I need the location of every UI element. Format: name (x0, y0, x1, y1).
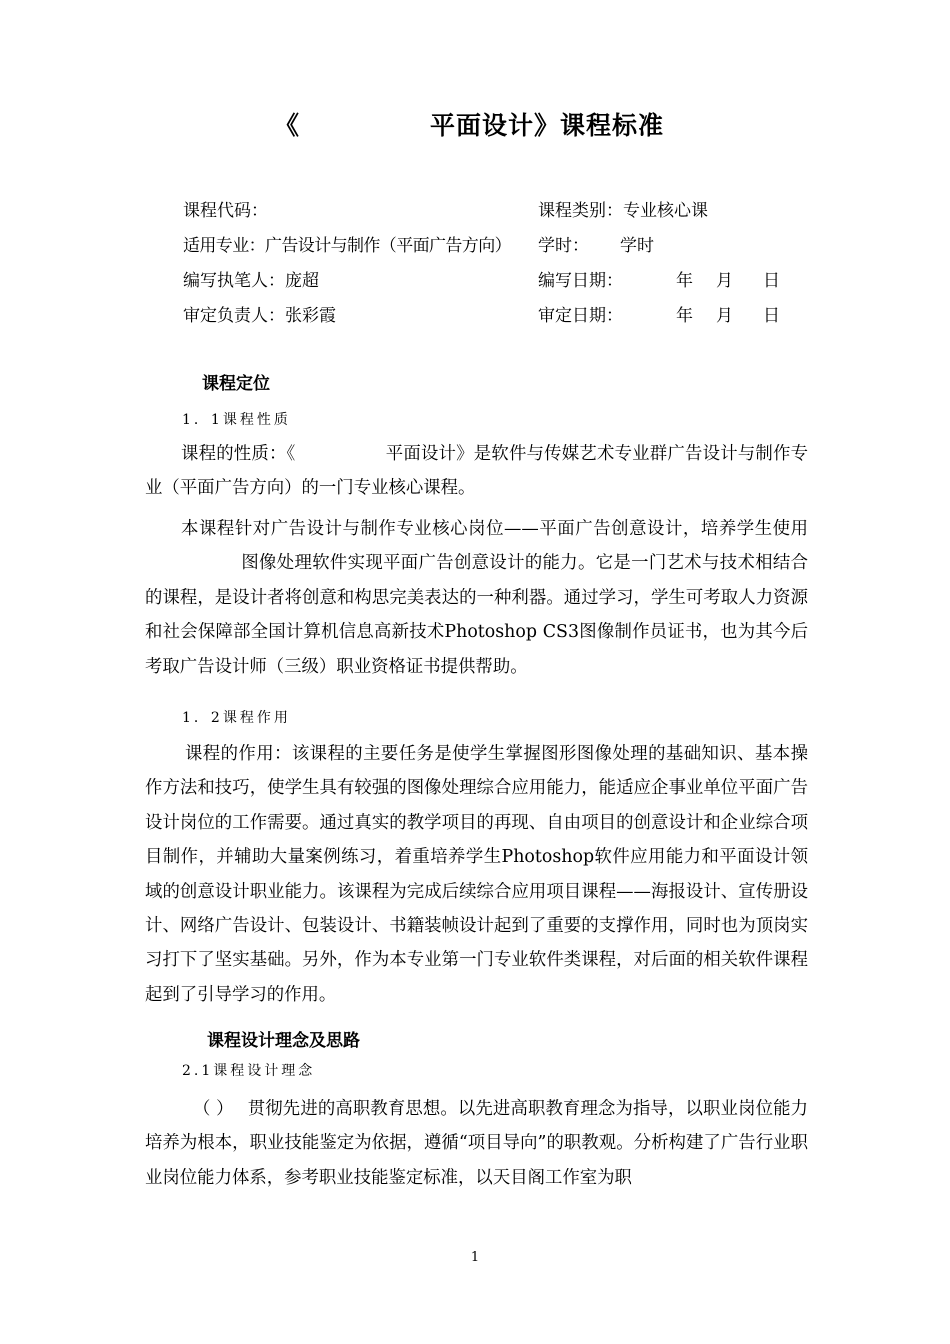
review-date-month: 月 (716, 306, 733, 326)
document-title (0, 106, 950, 146)
reviewer: 审定负责人：张彩霞 (183, 306, 336, 326)
subheading-course-role: 1．2课程作用 (182, 710, 291, 726)
write-date-label: 编写日期： (538, 271, 623, 291)
write-date-month: 月 (716, 271, 733, 291)
review-date-day: 日 (763, 306, 780, 326)
course-nature-text-a: 课程的性质：《 (181, 444, 296, 464)
design-concept-text: 贯彻先进的高职教育思想。以先进高职教育理念为指导，以职业岗位能力培养为根本，职业技能鉴定为依据，遵循“项目导向”的职教观。分析构建了广告行业职业岗位能力体系，参考职业技能鉴定标准，以天目阁工作室为职 (145, 1099, 808, 1188)
paragraph-course-role: 课程的作用：该课程的主要任务是使学生掌握图形图像处理的基础知识、基本操作方法和技巧，使学生具有较强的图像处理综合应用能力，能适应企事业单位平面广告设计岗位的工作需要。通过真实的教学项目的再现、自由项目的创意设计和企业综合项目制作，并辅助大量案例练习，着重培养学生Photoshop软件应用能力和平面设计领域的创意设计职业能力。该课程为完成后续综合应用项目课程——海报设计、宣传册设计、网络广告设计、包装设计、书籍装帧设计起到了重要的支撑作用，同时也为顶岗实习打下了坚实基础。另外，作为本专业第一门专业软件类课程，对后面的相关软件课程起到了引导学习的作用。 (145, 744, 808, 1005)
review-date-year: 年 (676, 306, 693, 326)
paragraph-design-concept (145, 1092, 808, 1195)
section-heading-positioning: 课程定位 (202, 374, 270, 394)
author: 编写执笔人：庞超 (183, 271, 319, 291)
title-text: 平面设计》课程标准 (430, 111, 665, 140)
course-code: 课程代码： (183, 201, 268, 221)
subheading-course-nature: 1．1课程性质 (182, 412, 291, 428)
section-heading-design-concept: 课程设计理念及思路 (207, 1031, 360, 1051)
title-open-bracket: 《 (274, 111, 300, 140)
write-date-year: 年 (676, 271, 693, 291)
course-nature-text-b: 平面设计》是软件与传媒艺术专业群广告设计与制作专业（平面广告方向）的一门专业核心课程。 (145, 444, 808, 499)
hours-label: 学时： (538, 236, 589, 256)
paragraph-course-target (145, 512, 808, 684)
applicable-major: 适用专业：广告设计与制作（平面广告方向） (183, 236, 511, 256)
course-target-text-a: 本课程针对广告设计与制作专业核心岗位——平面广告创意设计，培养学生使用 (181, 519, 808, 539)
page-number: 1 (470, 1250, 480, 1265)
subheading-design-concept: 2.1课程设计理念 (182, 1063, 316, 1079)
hours-unit: 学时 (620, 236, 654, 256)
write-date-day: 日 (763, 271, 780, 291)
design-concept-marker: （ ） (193, 1099, 234, 1119)
paragraph-course-nature (145, 437, 808, 506)
review-date-label: 审定日期： (538, 306, 623, 326)
course-target-text-b: 图像处理软件实现平面广告创意设计的能力。它是一门艺术与技术相结合的课程，是设计者将创意和构思完美表达的一种利器。通过学习，学生可考取人力资源和社会保障部全国计算机信息高新技术Photoshop CS3图像制作员证书，也为其今后考取广告设计师（三级）职业资格证书提供帮助。 (145, 553, 808, 677)
course-type: 课程类别：专业核心课 (538, 201, 708, 221)
